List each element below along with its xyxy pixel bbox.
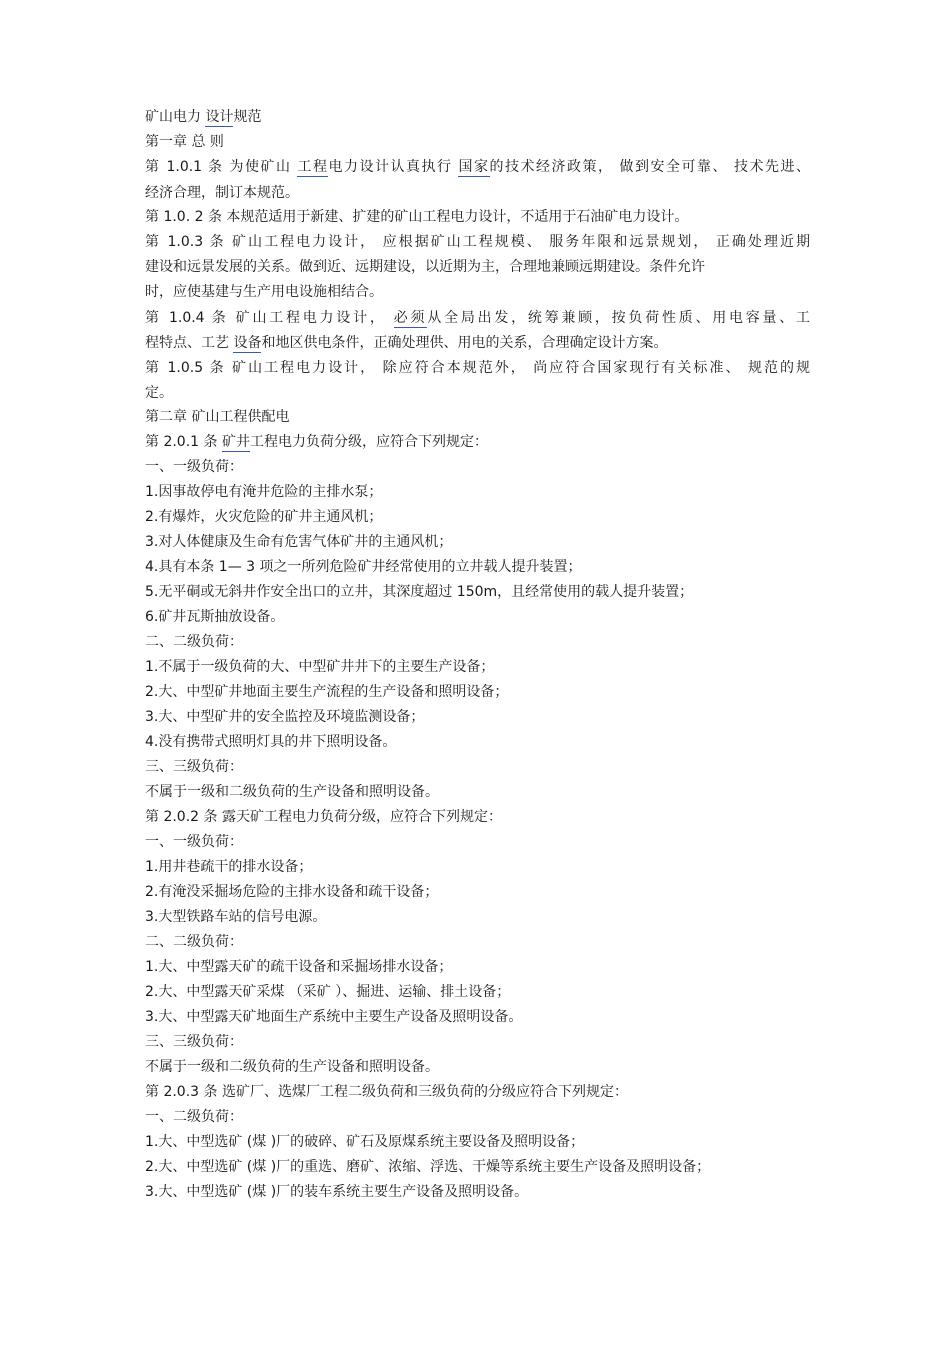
text-line [145, 1055, 810, 1080]
text-run: 三、三级负荷： [145, 759, 243, 775]
underlined-term: 工程 [297, 159, 329, 175]
text-line [145, 405, 810, 430]
text-run: 1.用井巷疏干的排水设备； [145, 859, 313, 875]
text-run: 第 2.0.2 条 露天矿工程电力负荷分级，应符合下列规定： [145, 809, 502, 825]
text-line [145, 930, 810, 955]
text-line [145, 705, 810, 730]
text-line [145, 655, 810, 680]
text-run: 程特点、工艺 [145, 335, 234, 351]
text-run: 一、二级负荷： [145, 1109, 243, 1125]
text-line [145, 306, 810, 331]
text-line [145, 630, 810, 655]
text-line [145, 505, 810, 530]
text-run: 不属于一级和二级负荷的生产设备和照明设备。 [145, 784, 439, 800]
text-run: 2.有爆炸，火灾危险的矿井主通风机； [145, 509, 383, 525]
text-line [145, 730, 810, 755]
text-line [145, 331, 810, 356]
text-line [145, 181, 810, 206]
text-run: 1.大、中型露天矿的疏干设备和采掘场排水设备； [145, 959, 453, 975]
text-run: 建设和远景发展的关系。做到近、远期建设，以近期为主，合理地兼顾远期建设。条件允许 [145, 259, 705, 275]
text-line [145, 780, 810, 805]
text-run: 6.矿井瓦斯抽放设备。 [145, 609, 285, 625]
text-line [145, 680, 810, 705]
text-run: 3.大型铁路车站的信号电源。 [145, 909, 327, 925]
text-run: 2.大、中型露天矿采煤 （采矿 ）、掘进、运输、排土设备； [145, 984, 511, 1000]
text-line [145, 880, 810, 905]
text-line [145, 580, 810, 605]
text-run: 经济合理，制订本规范。 [145, 185, 299, 201]
text-line [145, 605, 810, 630]
text-run: 和地区供电条件，正确处理供、用电的关系，合理确定设计方案。 [261, 335, 668, 351]
text-line [145, 155, 810, 180]
text-run: 4.具有本条 1— 3 项之一所列危险矿井经常使用的立井载人提升装置； [145, 559, 582, 575]
text-run: 不属于一级和二级负荷的生产设备和照明设备。 [145, 1059, 439, 1075]
text-line [145, 1130, 810, 1155]
text-line [145, 555, 810, 580]
text-line [145, 480, 810, 505]
text-line [145, 205, 810, 230]
text-line [145, 1180, 810, 1205]
text-run: 1.因事故停电有淹井危险的主排水泵； [145, 484, 383, 500]
text-run: 规范 [233, 109, 262, 125]
text-run: 1.不属于一级负荷的大、中型矿井井下的主要生产设备； [145, 659, 495, 675]
text-run: 二、二级负荷： [145, 634, 243, 650]
text-run: 5.无平硐或无斜井作安全出口的立井，其深度超过 150m，且经常使用的载人提升装置； [145, 584, 694, 600]
text-run: 2.大、中型选矿 (煤 )厂的重选、磨矿、浓缩、浮选、干燥等系统主要生产设备及照明设备； [145, 1159, 711, 1175]
text-run: 三、三级负荷： [145, 1034, 243, 1050]
text-line [145, 1080, 810, 1105]
text-line [145, 230, 810, 255]
text-run: 3.对人体健康及生命有危害气体矿井的主通风机； [145, 534, 453, 550]
text-run: 第 1.0. 2 条 本规范适用于新建、扩建的矿山工程电力设计，不适用于石油矿电力设计。 [145, 209, 689, 225]
text-line [145, 905, 810, 930]
text-run: 1.大、中型选矿 (煤 )厂的破碎、矿石及原煤系统主要设备及照明设备； [145, 1134, 585, 1150]
text-line [145, 455, 810, 480]
text-run: 第 1.0.3 条 矿山工程电力设计， 应根据矿山工程规模、 服务年限和远景规划， 正确处理近期 [145, 234, 810, 250]
text-run: 第 1.0.4 条 矿山工程电力设计， [145, 310, 394, 326]
text-line [145, 1005, 810, 1030]
text-line [145, 1155, 810, 1180]
text-line [145, 955, 810, 980]
text-line [145, 855, 810, 880]
text-run: 第一章 总 则 [145, 134, 224, 150]
text-run: 2.大、中型矿井地面主要生产流程的生产设备和照明设备； [145, 684, 509, 700]
text-line [145, 980, 810, 1005]
text-run: 时，应使基建与生产用电设施相结合。 [145, 284, 383, 300]
text-run: 工程电力负荷分级，应符合下列规定： [249, 434, 488, 450]
text-run: 3.大、中型选矿 (煤 )厂的装车系统主要生产设备及照明设备。 [145, 1184, 529, 1200]
underlined-term: 矿井 [221, 434, 250, 450]
text-run: 第 1.0.5 条 矿山工程电力设计， 除应符合本规范外， 尚应符合国家现行有关标准、 规范的规 [145, 360, 810, 376]
text-run: 4.没有携带式照明灯具的井下照明设备。 [145, 734, 397, 750]
text-run: 一、一级负荷： [145, 834, 243, 850]
text-line [145, 280, 810, 305]
underlined-term: 国家 [458, 159, 490, 175]
text-run: 3.大、中型矿井的安全监控及环境监测设备； [145, 709, 425, 725]
text-run: 定。 [145, 385, 173, 401]
text-run: 3.大、中型露天矿地面生产系统中主要生产设备及照明设备。 [145, 1009, 523, 1025]
text-line [145, 1105, 810, 1130]
text-run: 第 1.0.1 条 为使矿山 [145, 159, 298, 175]
text-run: 第 2.0.3 条 选矿厂、选煤厂工程二级负荷和三级负荷的分级应符合下列规定： [145, 1084, 628, 1100]
text-line [145, 105, 810, 130]
text-line [145, 255, 810, 280]
text-line [145, 1030, 810, 1055]
underlined-term: 设计 [205, 109, 234, 125]
text-run: 的技术经济政策， 做到安全可靠、 技术先进、 [489, 159, 810, 175]
text-line [145, 805, 810, 830]
text-line [145, 755, 810, 780]
underlined-term: 设备 [233, 335, 262, 351]
text-run: 第二章 矿山工程供配电 [145, 409, 290, 425]
text-run: 2.有淹没采掘场危险的主排水设备和疏干设备； [145, 884, 439, 900]
text-run: 矿山电力 [145, 109, 206, 125]
text-line [145, 381, 810, 406]
text-run: 第 2.0.1 条 [145, 434, 222, 450]
text-line [145, 356, 810, 381]
text-line [145, 830, 810, 855]
text-run: 一、一级负荷： [145, 459, 243, 475]
text-line [145, 530, 810, 555]
text-run: 电力设计认真执行 [328, 159, 459, 175]
underlined-term: 必须 [393, 310, 428, 326]
text-line [145, 430, 810, 455]
text-run: 从全局出发，统筹兼顾，按负荷性质、用电容量、工 [427, 310, 810, 326]
text-line [145, 130, 810, 155]
text-run: 二、二级负荷： [145, 934, 243, 950]
